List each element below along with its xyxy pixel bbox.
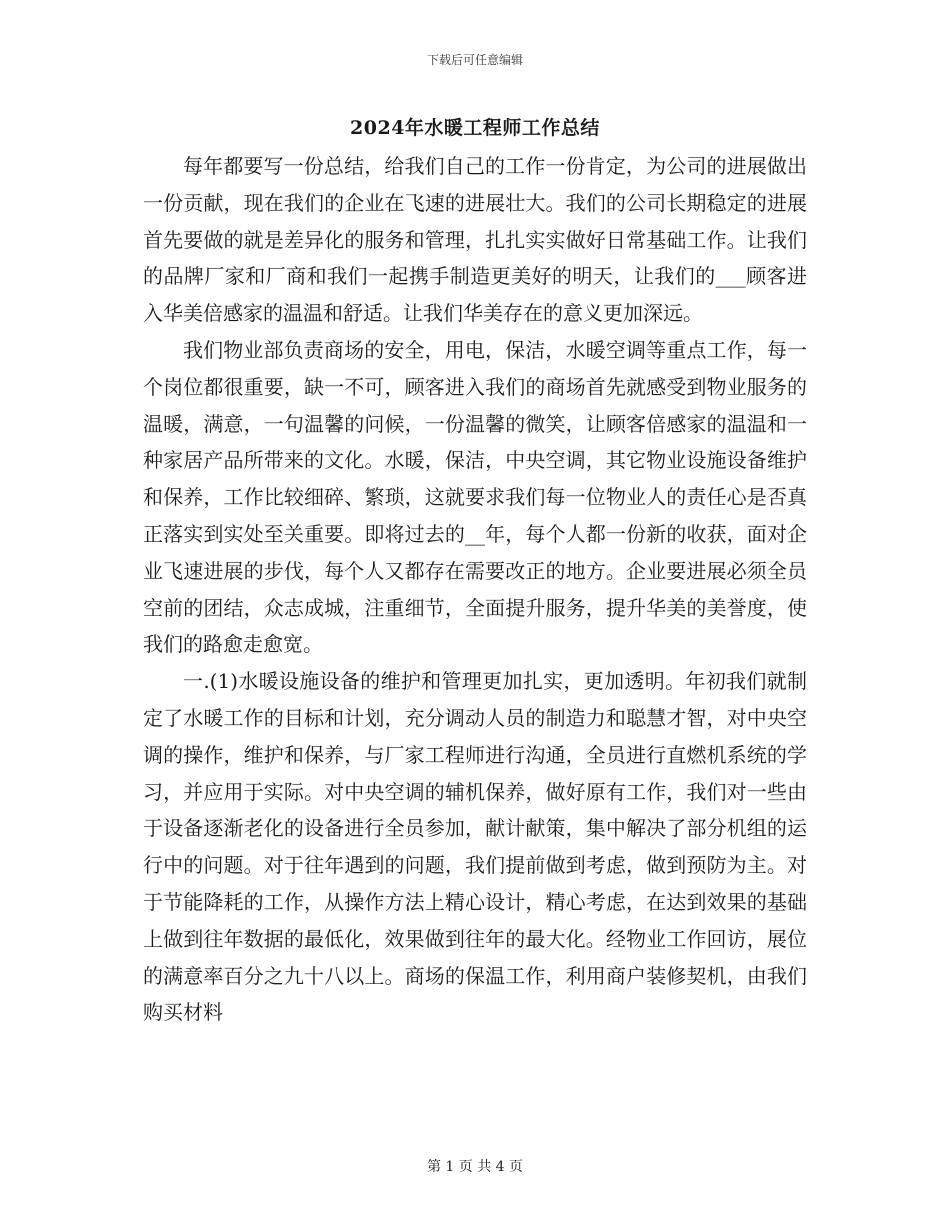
paragraph-2: 我们物业部负责商场的安全，用电，保洁，水暖空调等重点工作，每一个岗位都很重要，缺一不可，顾客进入我们的商场首先就感受到物业服务的温暖，满意，一句温馨的问候，一份温馨的微笑，让顾客倍感家的温温和一种家居产品所带来的文化。水暖，保洁，中央空调，其它物业设施设备维护和保养，工作比较细碎、繁琐，这就要求我们每一位物业人的责任心是否真正落实到实处至关重要。即将过去的__年，每个人都一份新的收获，面对企业飞速进展的步伐，每个人又都存在需要改正的地方。企业要进展必须全员空前的团结，众志成城，注重细节，全面提升服务，提升华美的美誉度，使我们的路愈走愈宽。: [143, 337, 807, 657]
paragraph-3: 一.(1)水暖设施设备的维护和管理更加扎实，更加透明。年初我们就制定了水暖工作的目标和计划，充分调动人员的制造力和聪慧才智，对中央空调的操作，维护和保养，与厂家工程师进行沟通，全员进行直燃机系统的学习，并应用于实际。对中央空调的辅机保养，做好原有工作，我们对一些由于设备逐渐老化的设备进行全员参加，献计献策，集中解决了部分机组的运行中的问题。对于往年遇到的问题，我们提前做到考虑，做到预防为主。对于节能降耗的工作，从操作方法上精心设计，精心考虑，在达到效果的基础上做到往年数据的最低化，效果做到往年的最大化。经物业工作回访，展位的满意率百分之九十八以上。商场的保温工作，利用商户装修契机，由我们购买材料: [143, 669, 807, 1025]
document-body: [143, 148, 807, 1031]
header-note: 下载后可任意编辑: [426, 53, 523, 67]
paragraph-1: 每年都要写一份总结，给我们自己的工作一份肯定，为公司的进展做出一份贡献，现在我们的企业在飞速的进展壮大。我们的公司长期稳定的进展首先要做的就是差异化的服务和管理，扎扎实实做好日常基础工作。让我们的品牌厂家和厂商和我们一起携手制造更美好的明天，让我们的___顾客进入华美倍感家的温温和舒适。让我们华美存在的意义更加深远。: [143, 154, 807, 326]
page-indicator: 第 1 页 共 4 页: [426, 1159, 524, 1175]
document-title: 2024年水暖工程师工作总结: [350, 117, 600, 139]
